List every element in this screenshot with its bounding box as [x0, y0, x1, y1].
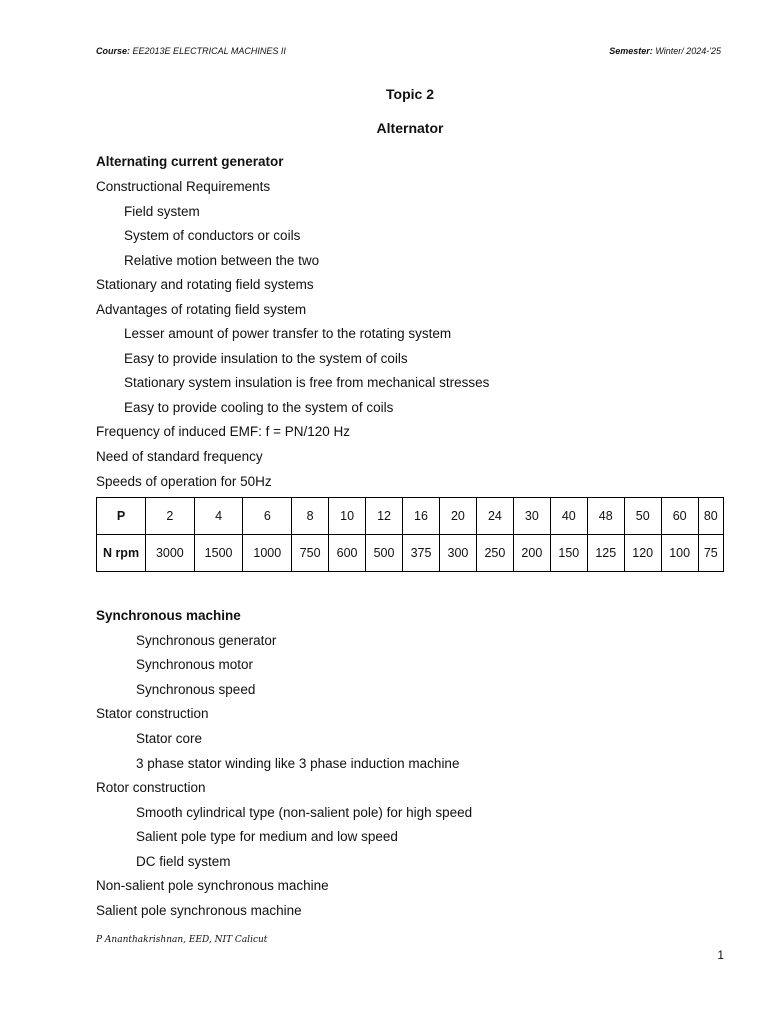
- poles-cell: 24: [476, 498, 513, 535]
- list-item: Stator construction: [96, 706, 209, 721]
- list-item: Frequency of induced EMF: f = PN/120 Hz: [96, 424, 350, 439]
- poles-cell: 16: [403, 498, 440, 535]
- speed-cell: 75: [698, 535, 723, 572]
- topic-title: Topic 2: [386, 86, 434, 102]
- list-item: DC field system: [136, 854, 231, 869]
- semester-label: Semester:: [609, 46, 653, 56]
- speed-cell: 1000: [243, 535, 292, 572]
- list-item: 3 phase stator winding like 3 phase induction machine: [136, 756, 460, 771]
- poles-cell: 80: [698, 498, 723, 535]
- page-number: 1: [717, 948, 724, 962]
- list-item: Stationary and rotating field systems: [96, 277, 314, 292]
- poles-cell: 12: [366, 498, 403, 535]
- list-item: Easy to provide insulation to the system of coils: [124, 351, 408, 366]
- poles-cell: 50: [624, 498, 661, 535]
- course-value: EE2013E ELECTRICAL MACHINES II: [132, 46, 286, 56]
- section1-heading: Alternating current generator: [96, 154, 284, 169]
- poles-cell: 20: [439, 498, 476, 535]
- poles-cell: 4: [194, 498, 243, 535]
- list-item: Non-salient pole synchronous machine: [96, 878, 329, 893]
- list-item: Synchronous speed: [136, 682, 256, 697]
- list-item: Relative motion between the two: [124, 253, 320, 268]
- speed-cell: 100: [661, 535, 698, 572]
- course-info: [96, 46, 286, 56]
- speed-cell: 250: [476, 535, 513, 572]
- speed-header: N rpm: [97, 535, 146, 572]
- list-item: Stationary system insulation is free from mechanical stresses: [124, 375, 490, 390]
- list-item: Field system: [124, 204, 200, 219]
- speed-cell: 1500: [194, 535, 243, 572]
- poles-cell: 60: [661, 498, 698, 535]
- subject-title: Alternator: [376, 120, 444, 136]
- speed-cell: 300: [439, 535, 476, 572]
- poles-cell: 30: [513, 498, 550, 535]
- poles-cell: 8: [292, 498, 329, 535]
- speed-cell: 120: [624, 535, 661, 572]
- speed-cell: 125: [587, 535, 624, 572]
- poles-row: [97, 498, 724, 535]
- list-item: System of conductors or coils: [124, 228, 301, 243]
- page-header: [96, 46, 721, 56]
- speed-row: [97, 535, 724, 572]
- speed-cell: 3000: [146, 535, 195, 572]
- list-item: Speeds of operation for 50Hz: [96, 474, 272, 489]
- course-label: Course:: [96, 46, 131, 56]
- speed-cell: 750: [292, 535, 329, 572]
- speed-table: [96, 497, 724, 572]
- speed-cell: 375: [403, 535, 440, 572]
- footer-author: P Ananthakrishnan, EED, NIT Calicut: [96, 935, 268, 945]
- list-item: Constructional Requirements: [96, 179, 271, 194]
- speed-cell: 500: [366, 535, 403, 572]
- list-item: Easy to provide cooling to the system of coils: [124, 400, 394, 415]
- semester-info: [609, 46, 721, 56]
- semester-value: Winter/ 2024-'25: [655, 46, 721, 56]
- poles-header: P: [97, 498, 146, 535]
- poles-cell: 6: [243, 498, 292, 535]
- speed-cell: 200: [513, 535, 550, 572]
- list-item: Lesser amount of power transfer to the rotating system: [124, 326, 452, 341]
- poles-cell: 2: [146, 498, 195, 535]
- list-item: Rotor construction: [96, 780, 206, 795]
- section2-heading: Synchronous machine: [96, 608, 241, 623]
- speed-cell: 600: [329, 535, 366, 572]
- list-item: Stator core: [136, 731, 203, 746]
- list-item: Salient pole synchronous machine: [96, 903, 302, 918]
- list-item: Synchronous motor: [136, 657, 254, 672]
- list-item: Advantages of rotating field system: [96, 302, 307, 317]
- list-item: Need of standard frequency: [96, 449, 263, 464]
- list-item: Smooth cylindrical type (non-salient pole) for high speed: [136, 805, 473, 820]
- poles-cell: 40: [550, 498, 587, 535]
- poles-cell: 48: [587, 498, 624, 535]
- list-item: Salient pole type for medium and low speed: [136, 829, 398, 844]
- poles-cell: 10: [329, 498, 366, 535]
- list-item: Synchronous generator: [136, 633, 277, 648]
- speed-cell: 150: [550, 535, 587, 572]
